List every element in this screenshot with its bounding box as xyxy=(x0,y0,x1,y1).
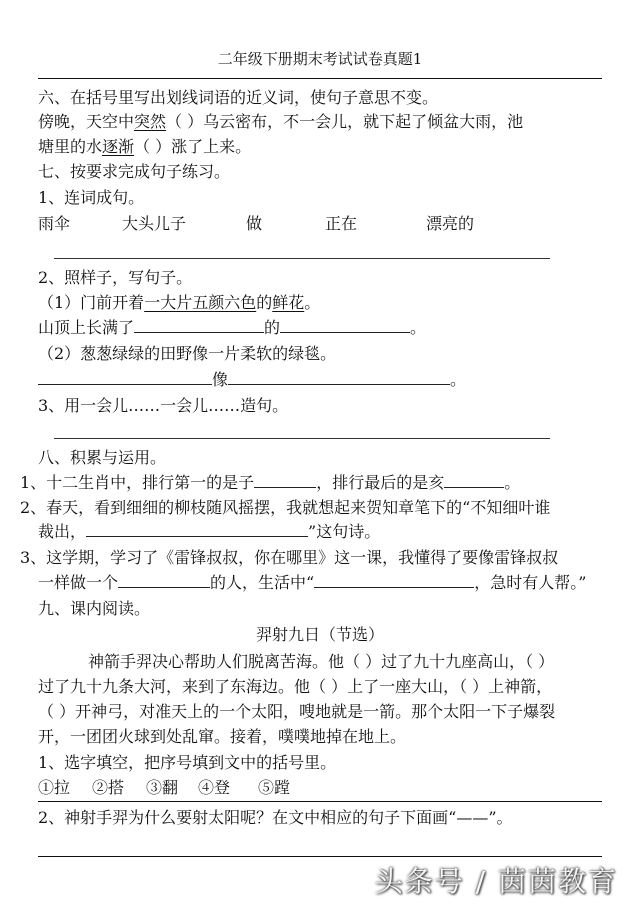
passage-title: 羿射九日（节选） xyxy=(255,625,384,644)
text: 山顶上长满了 xyxy=(38,318,135,337)
section-9-q1: 1、选字填空，把序号填到文中的括号里。 xyxy=(38,753,337,772)
watermark: 头条号 / 茵茵教育 xyxy=(374,865,618,898)
text: ，排行最后的是亥 xyxy=(316,473,445,492)
section-8-q3-line-1: 3、这学期，学习了《雷锋叔叔，你在哪里》这一课，我懂得了要像雷锋叔叔 xyxy=(20,548,559,567)
section-6-heading: 六、在括号里写出划线词语的近义词，使句子意思不变。 xyxy=(38,88,439,107)
section-8-heading: 八、积累与运用。 xyxy=(38,448,167,467)
section-8-q1 xyxy=(20,473,520,493)
passage-line-4: 开，一团团火球到处乱窜。接着，噗噗地掉在地上。 xyxy=(38,727,407,746)
options-divider xyxy=(38,801,602,802)
word-2: 大头儿子 xyxy=(122,214,187,233)
blank[interactable] xyxy=(280,318,410,333)
blank[interactable] xyxy=(254,473,316,488)
header-divider xyxy=(38,78,602,79)
section-7-heading: 七、按要求完成句子练习。 xyxy=(38,162,231,181)
text: （ ）涨了上来。 xyxy=(134,137,252,156)
section-8-q3-line-2 xyxy=(38,573,586,593)
word-1: 雨伞 xyxy=(38,214,71,233)
text: 。 xyxy=(410,318,427,337)
blank[interactable] xyxy=(38,370,212,385)
blank[interactable] xyxy=(314,573,474,588)
answer-line[interactable] xyxy=(54,258,550,259)
passage-line-3: （ ）开神弓，对准天上的一个太阳，嗖地就是一箭。那个太阳一下子爆裂 xyxy=(38,702,556,721)
word-3: 做 xyxy=(246,214,263,233)
word-5: 漂亮的 xyxy=(426,214,475,233)
text: ”这句诗。 xyxy=(308,522,381,541)
text: （ ）乌云密布，不一会儿，就下起了倾盆大雨，池 xyxy=(166,112,524,131)
text: 1、十二生肖中，排行第一的是子 xyxy=(20,473,255,492)
underlined-phrase: 一大片五颜六色 xyxy=(144,293,257,312)
text: 。 xyxy=(450,370,467,389)
blank[interactable] xyxy=(134,318,264,333)
option-3: ③翻 xyxy=(146,778,179,797)
answer-line[interactable] xyxy=(38,856,602,857)
text: 一样做一个 xyxy=(38,573,119,592)
underlined-word: 突然 xyxy=(134,112,167,131)
text: 的 xyxy=(256,293,273,312)
text: 裁出， xyxy=(38,522,87,541)
underlined-word: 逐渐 xyxy=(102,137,135,156)
blank[interactable] xyxy=(118,573,210,588)
option-5: ⑤蹚 xyxy=(258,778,291,797)
section-6-line-1 xyxy=(38,112,523,132)
blank[interactable] xyxy=(86,522,308,537)
example-1 xyxy=(38,293,320,313)
section-9-q2: 2、神射手羿为什么要射太阳呢？在文中相应的句子下面画“——”。 xyxy=(38,808,513,827)
word-4: 正在 xyxy=(325,214,358,233)
passage-line-1: 神箭手羿决心帮助人们脱离苦海。他（ ）过了九十九座高山，（ ） xyxy=(88,652,555,671)
passage-line-2: 过了九十九条大河，来到了东海边。他（ ）上了一座大山，（ ）上神箭， xyxy=(38,677,553,696)
option-4: ④登 xyxy=(198,778,231,797)
section-8-q2-line-2 xyxy=(38,522,380,542)
text: 的人，生活中“ xyxy=(210,573,315,592)
underlined-phrase: 鲜花 xyxy=(272,293,305,312)
option-1: ①拉 xyxy=(38,778,71,797)
text: 。 xyxy=(504,473,521,492)
page-title: 二年级下册期末考试试卷真题1 xyxy=(217,50,423,68)
fill-line-2 xyxy=(38,370,466,390)
example-2: （2）葱葱绿绿的田野像一片柔软的绿毯。 xyxy=(38,344,337,363)
text: 。 xyxy=(304,293,321,312)
section-8-q2-line-1: 2、春天，看到细细的柳枝随风摇摆，我就想起来贺知章笔下的“不知细叶谁 xyxy=(20,498,551,517)
blank[interactable] xyxy=(444,473,504,488)
section-7-q2: 2、照样子，写句子。 xyxy=(38,268,193,287)
text: ，急时有人帮。” xyxy=(474,573,587,592)
answer-line[interactable] xyxy=(54,438,550,439)
section-7-q1: 1、连词成句。 xyxy=(38,188,145,207)
section-9-heading: 九、课内阅读。 xyxy=(38,599,151,618)
text: 傍晚，天空中 xyxy=(38,112,135,131)
text: （1）门前开着 xyxy=(38,293,145,312)
fill-line-1 xyxy=(38,318,426,338)
section-6-line-2 xyxy=(38,137,251,157)
blank[interactable] xyxy=(228,370,450,385)
section-7-q3: 3、用一会儿……一会儿……造句。 xyxy=(38,396,289,415)
option-2: ②搭 xyxy=(92,778,125,797)
text: 塘里的水 xyxy=(38,137,103,156)
text: 的 xyxy=(264,318,281,337)
text: 像 xyxy=(212,370,229,389)
